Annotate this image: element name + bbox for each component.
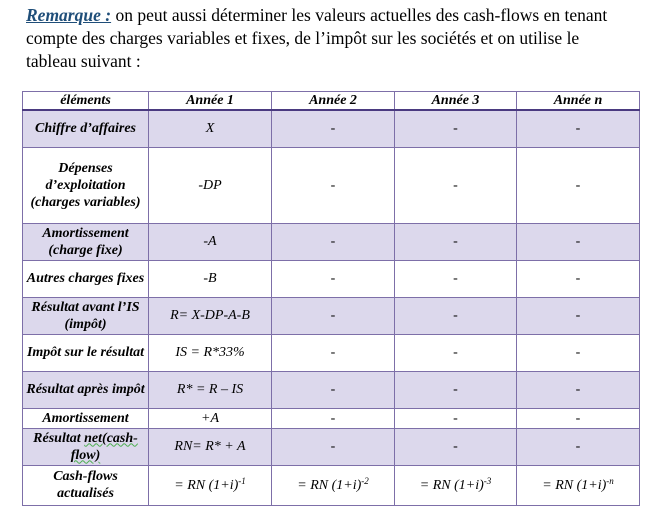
cell-year-n: - <box>517 334 640 371</box>
table-row-cash-flows-actualises <box>23 465 640 505</box>
cell-year-3: - <box>395 428 517 465</box>
table-row-amortissement <box>23 408 640 428</box>
cell-year-1: RN= R* + A <box>149 428 272 465</box>
cell-year-n: - <box>517 408 640 428</box>
cell-year-2 <box>272 465 395 505</box>
formula-text: = RN (1+i) <box>297 477 362 493</box>
cell-year-n: - <box>517 223 640 260</box>
formula-exponent: -2 <box>361 475 369 486</box>
cell-year-3: - <box>395 260 517 297</box>
cell-year-n: - <box>517 110 640 147</box>
header-elements: éléments <box>23 92 149 111</box>
cell-year-1: -DP <box>149 147 272 223</box>
cell-year-3: - <box>395 223 517 260</box>
cell-year-1: R= X-DP-A-B <box>149 297 272 334</box>
row-label <box>23 428 149 465</box>
cell-year-2: - <box>272 110 395 147</box>
row-label: Dépenses d’exploitation (charges variables) <box>23 147 149 223</box>
cell-year-1: +A <box>149 408 272 428</box>
cash-flow-table-container <box>22 91 640 506</box>
cell-year-1: IS = R*33% <box>149 334 272 371</box>
table-row-autres-charges-fixes <box>23 260 640 297</box>
row-label: Chiffre d’affaires <box>23 110 149 147</box>
table-header-row <box>23 92 640 111</box>
cell-year-3: - <box>395 147 517 223</box>
cell-year-2: - <box>272 297 395 334</box>
table-row-depenses-exploitation <box>23 147 640 223</box>
cell-year-1: -A <box>149 223 272 260</box>
row-label: Résultat après impôt <box>23 371 149 408</box>
cell-year-n <box>517 465 640 505</box>
remark-paragraph <box>26 4 626 73</box>
table-row-chiffre-affaires <box>23 110 640 147</box>
formula-text: = RN (1+i) <box>174 477 239 493</box>
cell-year-n: - <box>517 428 640 465</box>
cell-year-n: - <box>517 147 640 223</box>
cash-flow-table <box>22 91 640 506</box>
row-label: Amortissement (charge fixe) <box>23 223 149 260</box>
table-row-amortissement-charge-fixe <box>23 223 640 260</box>
cell-year-3: - <box>395 110 517 147</box>
cell-year-2: - <box>272 408 395 428</box>
cell-year-2: - <box>272 334 395 371</box>
cell-year-3: - <box>395 408 517 428</box>
header-year-1: Année 1 <box>149 92 272 111</box>
cell-year-1: R* = R – IS <box>149 371 272 408</box>
row-label: Résultat avant l’IS (impôt) <box>23 297 149 334</box>
cell-year-2: - <box>272 428 395 465</box>
remark-text: on peut aussi déterminer les valeurs actuelles des cash-flows en tenant compte des charges variables et fixes, de l’impôt sur les sociétés et on utilise le tableau suivant : <box>26 5 608 71</box>
formula-text: = RN (1+i) <box>542 477 607 493</box>
cell-year-2: - <box>272 223 395 260</box>
cell-year-3: - <box>395 297 517 334</box>
header-year-3: Année 3 <box>395 92 517 111</box>
cell-year-1: -B <box>149 260 272 297</box>
cell-year-3 <box>395 465 517 505</box>
cell-year-1 <box>149 465 272 505</box>
remark-label: Remarque : <box>26 5 112 25</box>
cell-year-2: - <box>272 260 395 297</box>
table-row-resultat-apres-impot <box>23 371 640 408</box>
row-label: Cash-flows actualisés <box>23 465 149 505</box>
header-year-n: Année n <box>517 92 640 111</box>
row-label-part2: net(cash-flow) <box>70 430 138 463</box>
row-label-part1: Résultat <box>33 430 85 446</box>
cell-year-2: - <box>272 371 395 408</box>
cell-year-n: - <box>517 371 640 408</box>
formula-exponent: -1 <box>238 475 246 486</box>
row-label: Amortissement <box>23 408 149 428</box>
cell-year-1: X <box>149 110 272 147</box>
cell-year-n: - <box>517 297 640 334</box>
formula-text: = RN (1+i) <box>419 477 484 493</box>
cell-year-3: - <box>395 371 517 408</box>
table-row-resultat-net <box>23 428 640 465</box>
row-label: Autres charges fixes <box>23 260 149 297</box>
formula-exponent: -n <box>606 475 614 486</box>
table-row-resultat-avant-is <box>23 297 640 334</box>
formula-exponent: -3 <box>483 475 492 486</box>
table-row-impot-resultat <box>23 334 640 371</box>
cell-year-2: - <box>272 147 395 223</box>
cell-year-n: - <box>517 260 640 297</box>
cell-year-3: - <box>395 334 517 371</box>
header-year-2: Année 2 <box>272 92 395 111</box>
row-label: Impôt sur le résultat <box>23 334 149 371</box>
